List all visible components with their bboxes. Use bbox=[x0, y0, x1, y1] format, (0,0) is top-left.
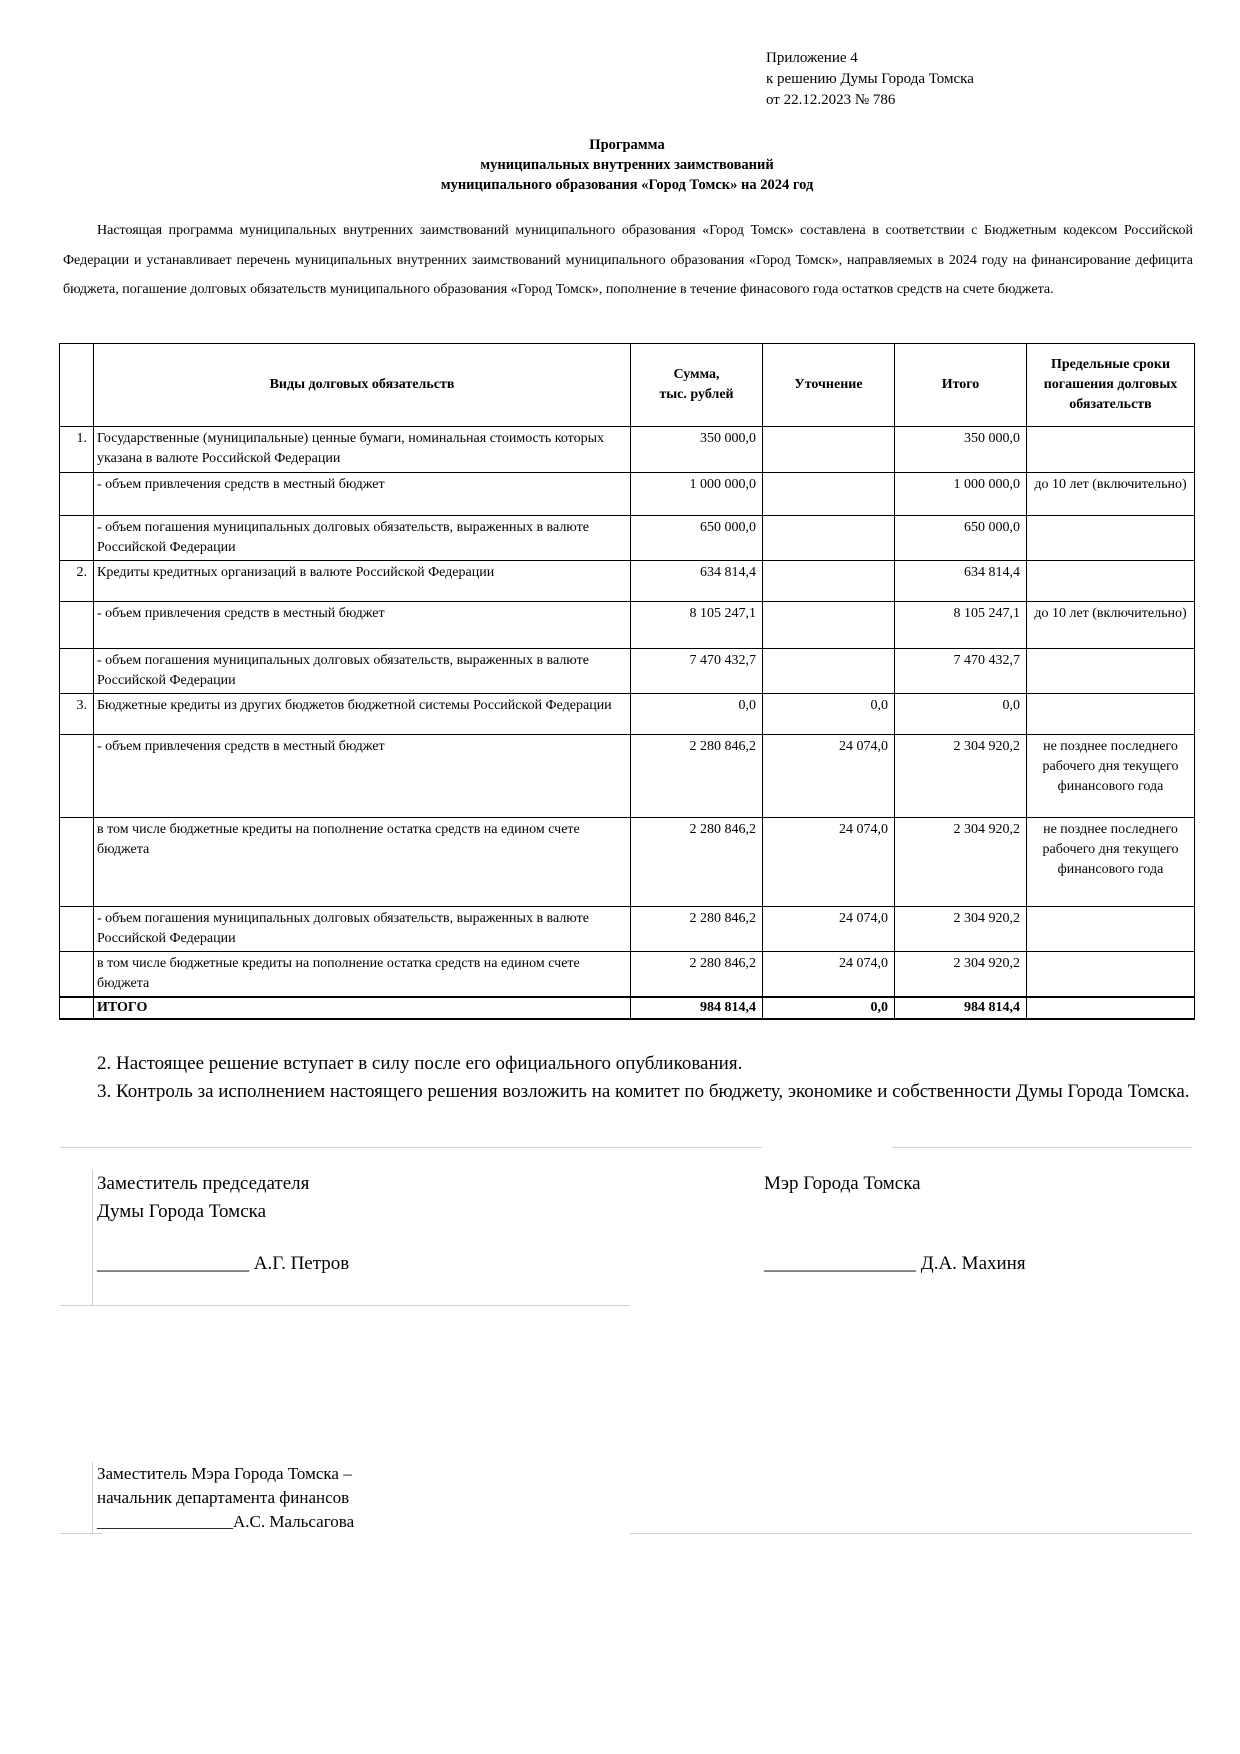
header-sum-line1: Сумма, bbox=[673, 367, 720, 382]
header-sum-line2: тыс. рублей bbox=[659, 387, 734, 402]
row-total: 2 304 920,2 bbox=[895, 735, 1027, 818]
row-name: в том числе бюджетные кредиты на пополнение остатка средств на едином счете бюджета bbox=[94, 818, 631, 907]
deputy-chair-title-2: Думы Города Томска bbox=[97, 1201, 267, 1222]
divider-line bbox=[92, 1462, 93, 1534]
table-header-row bbox=[60, 344, 1195, 427]
row-number: 3. bbox=[60, 694, 94, 735]
row-total: 2 304 920,2 bbox=[895, 818, 1027, 907]
title-line-2: муниципальных внутренних заимствований bbox=[480, 157, 774, 173]
divider-line bbox=[60, 1147, 762, 1148]
row-sum: 2 280 846,2 bbox=[631, 818, 763, 907]
row-adjust bbox=[763, 649, 895, 694]
final-clauses bbox=[63, 1050, 1203, 1106]
row-adjust: 24 074,0 bbox=[763, 952, 895, 998]
row-number: 2. bbox=[60, 561, 94, 602]
row-deadline bbox=[1027, 516, 1195, 561]
row-adjust bbox=[763, 516, 895, 561]
table-row bbox=[60, 427, 1195, 473]
divider-line bbox=[892, 1147, 1192, 1148]
table-row bbox=[60, 516, 1195, 561]
table-row bbox=[60, 694, 1195, 735]
row-adjust bbox=[763, 473, 895, 516]
finance-head-signature-block bbox=[97, 1462, 354, 1534]
intro-paragraph: Настоящая программа муниципальных внутренних заимствований муниципального образования «Город Томск» составлена в соответствии с Бюджетным кодексом Российской Федерации и устанавливает перечень муниципальных внутренних заимствований муниципального образования «Город Томск», направляемых в 2024 году на финансирование дефицита бюджета, погашение долговых обязательств муниципального образования «Город Томск», пополнение в течение финасового года остатков средств на счете бюджета. bbox=[63, 223, 1193, 297]
row-total: 650 000,0 bbox=[895, 516, 1027, 561]
title-line-1: Программа bbox=[589, 137, 665, 153]
header-deadline: Предельные сроки погашения долговых обязательств bbox=[1027, 344, 1195, 427]
finance-head-signature: ________________А.С. Мальсагова bbox=[97, 1512, 355, 1531]
title-line-3: муниципального образования «Город Томск» на 2024 год bbox=[440, 177, 814, 193]
mayor-signature: ________________ Д.А. Махиня bbox=[764, 1253, 1026, 1274]
row-number bbox=[60, 735, 94, 818]
table-row bbox=[60, 649, 1195, 694]
header-adjust: Уточнение bbox=[763, 344, 895, 427]
clause-3: 3. Контроль за исполнением настоящего решения возложить на комитет по бюджету, экономике и собственности Думы Города Томска. bbox=[97, 1081, 1190, 1102]
appendix-number: Приложение 4 bbox=[766, 50, 858, 66]
table-row bbox=[60, 735, 1195, 818]
appendix-date: от 22.12.2023 № 786 bbox=[766, 92, 896, 108]
row-deadline: до 10 лет (включительно) bbox=[1027, 473, 1195, 516]
row-sum: 8 105 247,1 bbox=[631, 602, 763, 649]
row-total: 2 304 920,2 bbox=[895, 952, 1027, 998]
row-adjust bbox=[763, 427, 895, 473]
table-total-row bbox=[60, 997, 1195, 1019]
row-total: 634 814,4 bbox=[895, 561, 1027, 602]
row-number bbox=[60, 516, 94, 561]
row-number bbox=[60, 602, 94, 649]
row-name: Государственные (муниципальные) ценные бумаги, номинальная стоимость которых указана в валюте Российской Федерации bbox=[94, 427, 631, 473]
divider-line bbox=[60, 1305, 630, 1306]
deputy-chair-signature-block bbox=[97, 1170, 349, 1278]
row-name: в том числе бюджетные кредиты на пополнение остатка средств на едином счете бюджета bbox=[94, 952, 631, 998]
header-kind: Виды долговых обязательств bbox=[94, 344, 631, 427]
total-adjust: 0,0 bbox=[763, 997, 895, 1019]
row-total: 2 304 920,2 bbox=[895, 907, 1027, 952]
row-deadline bbox=[1027, 561, 1195, 602]
row-adjust: 0,0 bbox=[763, 694, 895, 735]
header-sum bbox=[631, 344, 763, 427]
row-sum: 634 814,4 bbox=[631, 561, 763, 602]
row-deadline bbox=[1027, 907, 1195, 952]
row-total: 1 000 000,0 bbox=[895, 473, 1027, 516]
deputy-chair-signature: ________________ А.Г. Петров bbox=[97, 1253, 350, 1274]
appendix-decision: к решению Думы Города Томска bbox=[766, 71, 974, 87]
row-name: - объем погашения муниципальных долговых обязательств, выраженных в валюте Российской Федерации bbox=[94, 907, 631, 952]
row-sum: 650 000,0 bbox=[631, 516, 763, 561]
row-name: - объем привлечения средств в местный бюджет bbox=[94, 602, 631, 649]
row-number bbox=[60, 952, 94, 998]
row-adjust bbox=[763, 561, 895, 602]
row-adjust: 24 074,0 bbox=[763, 907, 895, 952]
total-sum: 984 814,4 bbox=[631, 997, 763, 1019]
row-name: - объем привлечения средств в местный бюджет bbox=[94, 735, 631, 818]
divider-line bbox=[630, 1533, 1192, 1534]
row-number bbox=[60, 818, 94, 907]
mayor-title: Мэр Города Томска bbox=[764, 1173, 921, 1194]
row-deadline bbox=[1027, 694, 1195, 735]
document-title bbox=[0, 135, 1240, 195]
row-total: 350 000,0 bbox=[895, 427, 1027, 473]
row-name: - объем привлечения средств в местный бюджет bbox=[94, 473, 631, 516]
row-deadline bbox=[1027, 649, 1195, 694]
row-number: 1. bbox=[60, 427, 94, 473]
row-sum: 1 000 000,0 bbox=[631, 473, 763, 516]
finance-head-title-2: начальник департамента финансов bbox=[97, 1488, 350, 1507]
mayor-signature-block bbox=[764, 1170, 1026, 1278]
table-row bbox=[60, 818, 1195, 907]
total-number bbox=[60, 997, 94, 1019]
total-total: 984 814,4 bbox=[895, 997, 1027, 1019]
row-total: 7 470 432,7 bbox=[895, 649, 1027, 694]
row-name: - объем погашения муниципальных долговых обязательств, выраженных в валюте Российской Федерации bbox=[94, 516, 631, 561]
total-deadline bbox=[1027, 997, 1195, 1019]
row-deadline bbox=[1027, 427, 1195, 473]
row-name: Бюджетные кредиты из других бюджетов бюджетной системы Российской Федерации bbox=[94, 694, 631, 735]
row-deadline: не позднее последнего рабочего дня текущего финансового года bbox=[1027, 735, 1195, 818]
row-deadline bbox=[1027, 952, 1195, 998]
row-deadline: не позднее последнего рабочего дня текущего финансового года bbox=[1027, 818, 1195, 907]
row-adjust: 24 074,0 bbox=[763, 818, 895, 907]
row-name: - объем погашения муниципальных долговых обязательств, выраженных в валюте Российской Федерации bbox=[94, 649, 631, 694]
row-sum: 0,0 bbox=[631, 694, 763, 735]
row-sum: 2 280 846,2 bbox=[631, 735, 763, 818]
appendix-header bbox=[766, 48, 974, 111]
table-row bbox=[60, 907, 1195, 952]
row-adjust bbox=[763, 602, 895, 649]
row-total: 8 105 247,1 bbox=[895, 602, 1027, 649]
table-row bbox=[60, 602, 1195, 649]
clause-2: 2. Настоящее решение вступает в силу после его официального опубликования. bbox=[97, 1053, 743, 1074]
deputy-chair-title-1: Заместитель председателя bbox=[97, 1173, 310, 1194]
table-row bbox=[60, 952, 1195, 998]
row-adjust: 24 074,0 bbox=[763, 735, 895, 818]
table-row bbox=[60, 561, 1195, 602]
row-deadline: до 10 лет (включительно) bbox=[1027, 602, 1195, 649]
divider-line bbox=[92, 1170, 93, 1305]
row-name: Кредиты кредитных организаций в валюте Российской Федерации bbox=[94, 561, 631, 602]
divider-line bbox=[60, 1533, 102, 1534]
finance-head-title-1: Заместитель Мэра Города Томска – bbox=[97, 1464, 352, 1483]
row-sum: 2 280 846,2 bbox=[631, 907, 763, 952]
row-number bbox=[60, 473, 94, 516]
total-label: ИТОГО bbox=[94, 997, 631, 1019]
row-number bbox=[60, 649, 94, 694]
row-sum: 7 470 432,7 bbox=[631, 649, 763, 694]
header-total: Итого bbox=[895, 344, 1027, 427]
borrowing-table bbox=[59, 343, 1195, 1020]
row-number bbox=[60, 907, 94, 952]
row-total: 0,0 bbox=[895, 694, 1027, 735]
row-sum: 2 280 846,2 bbox=[631, 952, 763, 998]
table-row bbox=[60, 473, 1195, 516]
header-number bbox=[60, 344, 94, 427]
row-sum: 350 000,0 bbox=[631, 427, 763, 473]
